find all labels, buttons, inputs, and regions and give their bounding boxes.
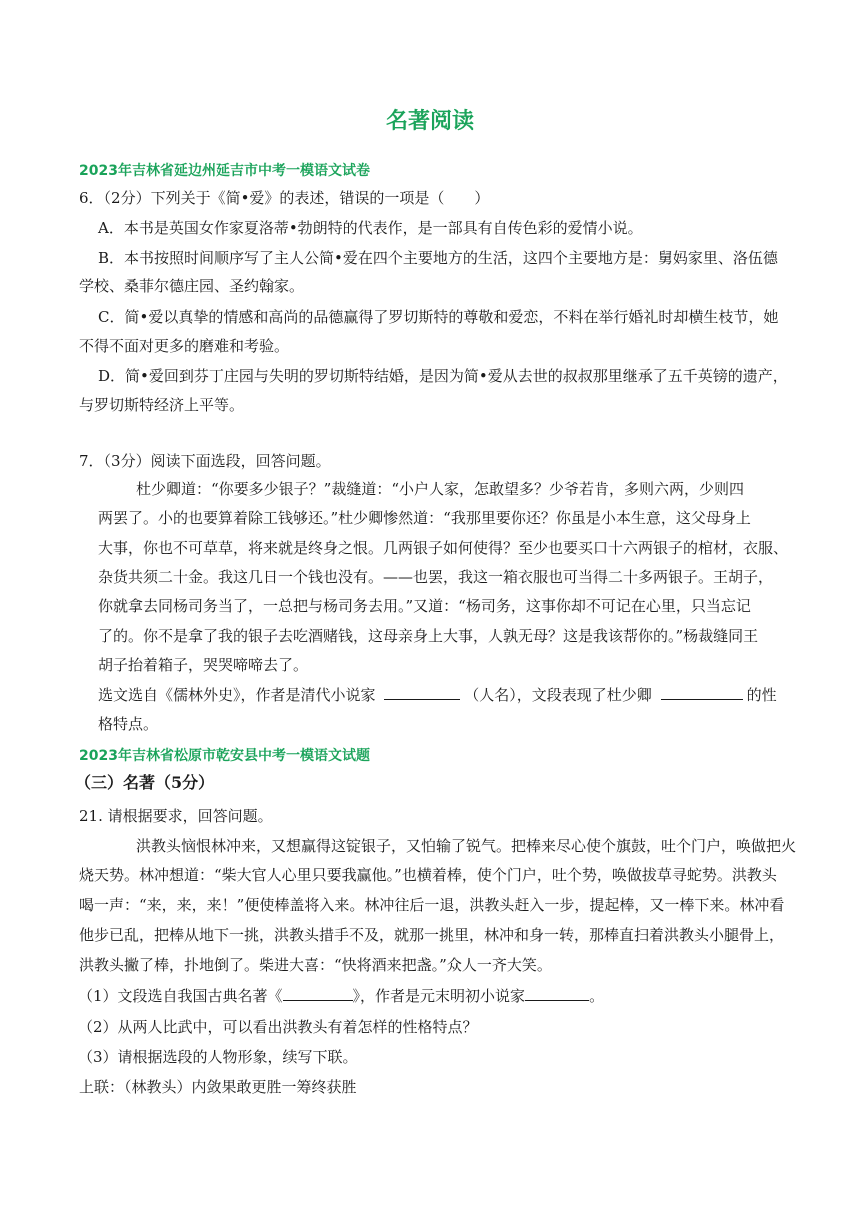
- q7-passage-line4: 杂货共须二十金。我这几日一个钱也没有。——也罢，我这一箱衣服也可当得二十多两银子。王胡子，: [98, 568, 774, 586]
- exam-source-2: 2023年吉林省松原市乾安县中考一模语文试题: [79, 748, 370, 764]
- q21-sub1: [78, 986, 783, 1006]
- q6-option-d-line2: 与罗切斯特经济上平等。: [79, 396, 245, 414]
- q7-passage-line3: 大事，你也不可草草，将来就是终身之恨。几两银子如何使得？至少也要买口十六两银子的棺材，衣服、: [98, 539, 789, 557]
- q7-passage-line6: 了的。你不是拿了我的银子去吃酒赌钱，这母亲身上大事，人孰无母？这是我该帮你的。”杨裁缝同王: [98, 627, 759, 645]
- q7-question-part3: 的性: [746, 686, 777, 704]
- q6-option-b-line2: 学校、桑菲尔德庄园、圣约翰家。: [79, 277, 305, 295]
- q21-sub3: （3）请根据选段的人物形象，续写下联。: [78, 1048, 358, 1066]
- q7-stem: 7．（3分）阅读下面选段，回答问题。: [79, 452, 331, 470]
- q7-passage-line1: 杜少卿道：“你要多少银子？”裁缝道：“小户人家，怎敢望多？少爷若肯，多则六两，少则四: [136, 480, 745, 498]
- q6-option-b-line1: B．本书按照时间顺序写了主人公简•爱在四个主要地方的生活，这四个主要地方是：舅妈家里、洛伍德: [98, 249, 778, 267]
- q21-sub1-part1: （1）文段选自我国古典名著《: [78, 987, 283, 1005]
- exam-source-1: 2023年吉林省延边州延吉市中考一模语文试卷: [79, 163, 370, 179]
- q7-question-part2: （人名），文段表现了杜少卿: [464, 686, 652, 704]
- q21-passage-line4: 他步已乱，把棒从地下一挑，洪教头措手不及，就那一挑里，林冲和身一转，那棒直扫着洪教头小腿骨上，: [79, 926, 785, 944]
- q7-question: [98, 685, 784, 705]
- q7-passage-line7: 胡子抬着箱子，哭哭啼啼去了。: [98, 656, 309, 674]
- novelist-blank[interactable]: [525, 986, 589, 1001]
- q7-question-part1: 选文选自《儒林外史》，作者是清代小说家: [98, 686, 376, 704]
- couplet-first-line: 上联：（林教头）内敛果敢更胜一筹终获胜: [79, 1078, 357, 1096]
- q6-stem: 6．（2分）下列关于《简•爱》的表述，错误的一项是（ ）: [79, 189, 490, 207]
- page-title: 名著阅读: [385, 109, 474, 134]
- q7-passage-line2: 两罢了。小的也要算着除工钱够还。”杜少卿惨然道：“我那里要你还？你虽是小本生意，这父母身上: [98, 509, 751, 527]
- q7-passage-line5: 你就拿去同杨司务当了，一总把与杨司务去用。”又道：“杨司务，这事你却不可记在心里，只当忘记: [98, 597, 751, 615]
- q21-sub1-part2: 》，作者是元末明初小说家: [352, 987, 526, 1005]
- author-answer-blank[interactable]: [384, 685, 460, 700]
- book-title-blank[interactable]: [283, 986, 353, 1001]
- q21-passage-line3: 喝一声：“来，来，来！”便使棒盖将入来。林冲往后一退，洪教头赶入一步，提起棒，又一棒下来。林冲看: [79, 896, 785, 914]
- q21-passage-line1: 洪教头恼恨林冲来，又想赢得这锭银子，又怕输了锐气。把棒来尽心使个旗鼓，吐个门户，唤做把火: [136, 837, 797, 855]
- q21-sub1-part3: 。: [589, 987, 605, 1005]
- q21-stem: 21. 请根据要求，回答问题。: [79, 807, 273, 825]
- q6-option-a: A．本书是英国女作家夏洛蒂•勃朗特的代表作，是一部具有自传色彩的爱情小说。: [98, 219, 643, 237]
- q21-passage-line2: 烧天势。林冲想道：“柴大官人心里只要我赢他。”也横着棒，使个门户，吐个势，唤做拔草寻蛇势。洪教头: [79, 866, 777, 884]
- q7-question-line2: 格特点。: [98, 715, 159, 733]
- character-answer-blank[interactable]: [661, 685, 743, 700]
- q6-option-c-line2: 不得不面对更多的磨难和考验。: [79, 337, 290, 355]
- q6-option-c-line1: C．简•爱以真挚的情感和高尚的品德赢得了罗切斯特的尊敬和爱恋，不料在举行婚礼时却横生枝节，她: [98, 308, 779, 326]
- section-heading: （三）名著（5分）: [75, 773, 215, 792]
- q21-sub2: （2）从两人比武中，可以看出洪教头有着怎样的性格特点？: [78, 1018, 478, 1036]
- q6-option-d-line1: D．简•爱回到芬丁庄园与失明的罗切斯特结婚，是因为简•爱从去世的叔叔那里继承了五千英镑的遗产，: [98, 367, 788, 385]
- q21-passage-line5: 洪教头撇了棒，扑地倒了。柴进大喜：“快将酒来把盏。”众人一齐大笑。: [79, 956, 552, 974]
